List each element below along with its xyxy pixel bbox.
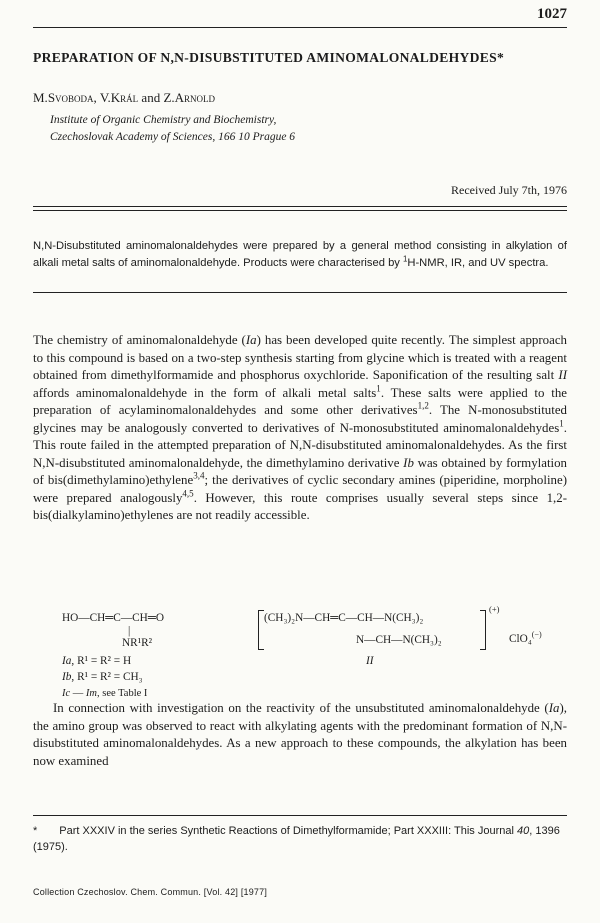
text-run: was obtained by formylation of bis(dimethylamino)ethylene bbox=[33, 455, 567, 488]
affiliation-line: Institute of Organic Chemistry and Biochemistry, bbox=[50, 114, 277, 126]
text-run: , 1396 (1975). bbox=[33, 825, 560, 853]
footnote bbox=[33, 823, 567, 855]
author-separator: and bbox=[138, 90, 164, 105]
formula-bond: | bbox=[128, 625, 131, 637]
author-initial: V. bbox=[99, 90, 111, 105]
footnote-mark: * bbox=[33, 825, 38, 837]
reference-mark: 1,2 bbox=[417, 400, 429, 411]
text-run: affords aminomalonaldehyde in the form of alkali metal salts bbox=[33, 385, 377, 400]
formula-anion bbox=[509, 630, 542, 645]
text-run: The chemistry of aminomalonaldehyde ( bbox=[33, 333, 246, 347]
compound-label: Ib bbox=[62, 671, 72, 683]
author-name: Král bbox=[110, 90, 139, 105]
text-run: . The N-monosubstituted glycines may be analogously converted to derivatives of N-monosubstituted aminomalonaldehydes bbox=[33, 403, 567, 435]
volume-number: 40 bbox=[517, 825, 530, 837]
reference-mark: 4,5 bbox=[182, 488, 194, 499]
text-run: ClO₄ bbox=[509, 633, 532, 645]
compound-definition bbox=[62, 671, 143, 683]
text-run: . However, this route comprises usually several steps since 1,2-bis(dialkylamino)ethylenes are not readily accessible. bbox=[33, 490, 568, 523]
text-run: , see Table I bbox=[97, 688, 148, 699]
footnote-rule bbox=[33, 815, 567, 816]
text-run: ), the amino group was observed to react with alkylating agents with the predominant formation of N,N-disubstituted aminomalonaldehydes. As a new approach to these compounds, the alkylation has been now examined bbox=[33, 701, 567, 768]
text-run: , R¹ = R² = H bbox=[71, 655, 132, 667]
reference-mark: 3,4 bbox=[193, 471, 205, 482]
abstract-rule-bottom bbox=[33, 292, 567, 293]
abstract bbox=[33, 238, 567, 271]
abstract-rule-top-2 bbox=[33, 210, 567, 211]
formula-aminomalonaldehyde: HO—CH═C—CH═O bbox=[62, 612, 164, 624]
author-initial: Z. bbox=[163, 90, 175, 105]
body-paragraph bbox=[33, 332, 567, 525]
affiliation bbox=[50, 112, 295, 146]
author-name: Arnold bbox=[174, 90, 216, 105]
author-name: Svoboda bbox=[47, 90, 94, 105]
compound-label: Ib bbox=[403, 455, 414, 470]
superscript: 1 bbox=[403, 253, 408, 263]
reference-mark: 1 bbox=[376, 383, 381, 394]
compound-label: Ic bbox=[62, 688, 71, 699]
compound-label-ii: II bbox=[366, 655, 374, 667]
author-line bbox=[33, 90, 215, 106]
abstract-rule-top bbox=[33, 206, 567, 207]
compound-label: Ia bbox=[548, 701, 560, 715]
body-paragraph bbox=[33, 700, 567, 770]
abstract-text: N,N-Disubstituted aminomalonaldehydes were prepared by a general method consisting in alkylation of alkali metal salts of aminomalonaldehyde. Products were characterised by bbox=[33, 240, 567, 269]
compound-definition bbox=[62, 655, 131, 667]
text-run: . These salts were applied to the preparation of acylaminomalonaldehydes and some other derivatives bbox=[33, 385, 567, 418]
charge-plus: (+) bbox=[489, 604, 500, 614]
formula-salt-branch: N—CH—N(CH₃)₂ bbox=[356, 634, 442, 646]
journal-citation: Collection Czechoslov. Chem. Commun. [Vol. 42] [1977] bbox=[33, 887, 268, 897]
compound-label: Ia bbox=[245, 333, 257, 347]
text-run: ) has been developed quite recently. The simplest approach to this compound is based on a two-step synthesis starting from glycine which is treated with a reagent obtained from dimethylformamide and phosphorus oxychloride. Saponification of the resulting salt bbox=[33, 333, 567, 383]
header-rule bbox=[33, 27, 567, 28]
compound-definition bbox=[62, 688, 147, 699]
text-run: Part XXXIV in the series Synthetic Reactions of Dimethylformamide; Part XXXIII: This Journal bbox=[59, 825, 517, 837]
text-run: In connection with investigation on the reactivity of the unsubstituted aminomalonaldehyde ( bbox=[53, 701, 549, 715]
author-separator: , bbox=[93, 90, 100, 105]
text-run: , R¹ = R² = CH₃ bbox=[71, 671, 143, 683]
text-run: — bbox=[70, 688, 86, 699]
page-number: 1027 bbox=[537, 6, 567, 22]
author-initial: M. bbox=[33, 90, 48, 105]
text-run: ; the derivatives of cyclic secondary amines (piperidine, morpholine) were prepared analogously bbox=[33, 473, 567, 505]
compound-label: II bbox=[558, 368, 567, 383]
reference-mark: 1 bbox=[559, 418, 564, 429]
compound-label: Im bbox=[85, 688, 98, 699]
received-date: Received July 7th, 1976 bbox=[451, 183, 567, 197]
compound-label: Ia bbox=[62, 655, 72, 667]
formula-substituent: NR¹R² bbox=[122, 637, 153, 649]
text-run: . This route failed in the attempted preparation of N,N-disubstituted aminomalonaldehydes. As the first N,N-disubstituted aminomalonaldehyde, the dimethylamino derivative bbox=[33, 420, 567, 470]
affiliation-line: Czechoslovak Academy of Sciences, 166 10 Prague 6 bbox=[50, 131, 296, 143]
right-bracket bbox=[480, 610, 486, 650]
abstract-text: H-NMR, IR, and UV spectra. bbox=[407, 256, 549, 269]
paper-title: PREPARATION OF N,N-DISUBSTITUTED AMINOMALONALDEHYDES* bbox=[33, 50, 505, 65]
formula-salt-cation: (CH₃)₂N—CH═C—CH—N(CH₃)₂ bbox=[264, 612, 424, 624]
charge-minus: (−) bbox=[531, 630, 542, 640]
